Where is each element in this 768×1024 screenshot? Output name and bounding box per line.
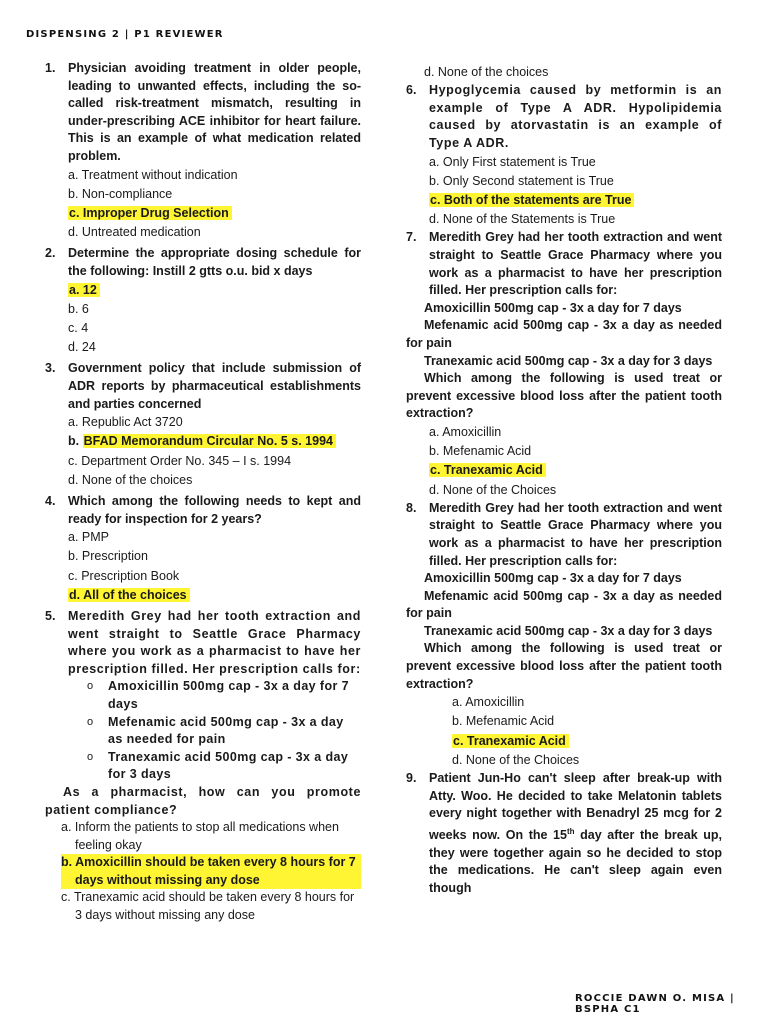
option-b: b. Non-compliance	[68, 186, 173, 201]
question-prompt: Which among the following is used treat or prevent excessive blood loss after the patient tooth extraction?	[406, 371, 722, 421]
option-c-answer	[452, 732, 722, 751]
question-number: 8.	[406, 500, 417, 515]
option-a-answer	[68, 281, 361, 300]
answer-highlight: BFAD Memorandum Circular No. 5 s. 1994	[83, 434, 336, 448]
option-a: a. Inform the patients to stop all medications when feeling okay	[61, 820, 339, 852]
question-7-options	[406, 423, 722, 500]
question-5	[45, 608, 361, 784]
option-c: c. 4	[68, 320, 89, 335]
prescription-line: Amoxicillin 500mg cap - 3x a day for 7 days	[424, 571, 682, 586]
question-number: 1.	[45, 61, 56, 75]
option-b: b. Only Second statement is True	[429, 173, 614, 188]
prescription-item: o Mefenamic acid 500mg cap - 3x a day as needed for pain	[87, 714, 344, 747]
question-number: 7.	[406, 230, 417, 245]
option-c-answer	[429, 461, 722, 480]
question-3	[45, 360, 361, 490]
option-d: d. None of the choices	[68, 472, 193, 487]
question-1	[45, 60, 361, 242]
option-b-answer: b. Amoxicillin should be taken every 8 hours for 7 days without missing any dose	[61, 854, 361, 889]
prescription-line: Amoxicillin 500mg cap - 3x a day for 7 days	[424, 300, 682, 315]
question-number: 9.	[406, 771, 417, 786]
option-b: b. Mefenamic Acid	[452, 714, 555, 729]
option-a: a. Treatment without indication	[68, 167, 238, 182]
prescription-line: Tranexamic acid 500mg cap - 3x a day for 3 days	[424, 353, 713, 368]
answer-highlight: c. Tranexamic Acid	[452, 734, 569, 748]
option-d-answer	[68, 586, 361, 605]
option-d: d. None of the Statements is True	[429, 212, 616, 227]
option-a: a. Amoxicillin	[452, 695, 525, 710]
question-number: 3.	[45, 361, 56, 376]
prescription-line: Mefenamic acid 500mg cap - 3x a day as needed for pain	[406, 318, 722, 350]
answer-highlight: d. All of the choices	[68, 588, 190, 602]
option-b: b. 6	[68, 301, 89, 316]
question-number: 4.	[45, 493, 56, 508]
question-6	[406, 82, 722, 229]
question-prompt: As a pharmacist, how can you promote patient compliance?	[45, 784, 361, 817]
option-b-answer	[68, 432, 361, 451]
option-c-answer	[68, 204, 361, 223]
question-text: Hypoglycemia caused by metformin is an example of Type A ADR. Hypolipidemia caused by atorvastatin is an example of Type A ADR.	[429, 83, 722, 150]
bullet-icon: o	[87, 750, 94, 763]
left-column	[45, 60, 361, 925]
right-column	[406, 63, 722, 897]
question-text: Patient Jun-Ho can't sleep after break-up with Atty. Woo. He decided to take Melatonin tablets every night together with Benadryl 25 mcg for 2 weeks now. On the 15th day after the break up, they were together again so he decided to stop the medications. He can't sleep again even though	[429, 771, 722, 895]
option-b: b. Mefenamic Acid	[429, 444, 532, 459]
option-b: b. Prescription	[68, 549, 148, 564]
q5-option-d: d. None of the choices	[424, 65, 549, 79]
question-2	[45, 245, 361, 357]
option-a: a. Republic Act 3720	[68, 415, 183, 430]
option-d: d. None of the Choices	[452, 752, 580, 767]
option-c: c. Prescription Book	[68, 568, 180, 583]
question-8	[406, 500, 722, 570]
option-c: c. Department Order No. 345 – I s. 1994	[68, 453, 292, 468]
question-4	[45, 493, 361, 605]
answer-highlight: c. Both of the statements are True	[429, 193, 634, 207]
option-c-answer	[429, 191, 722, 210]
option-a: a. Amoxicillin	[429, 424, 502, 439]
question-8-options	[406, 693, 722, 770]
prescription-item: o Tranexamic acid 500mg cap - 3x a day for 3 days	[87, 749, 349, 782]
superscript: th	[566, 826, 575, 836]
question-prompt: Which among the following is used treat or prevent excessive blood loss after the patient tooth extraction?	[406, 641, 722, 691]
question-text: Meredith Grey had her tooth extraction and went straight to Seattle Grace Pharmacy where you work as a pharmacist to have her prescription filled. Her prescription calls for:	[68, 608, 361, 676]
question-text: Meredith Grey had her tooth extraction and went straight to Seattle Grace Pharmacy where you work as a pharmacist to have her prescription filled. Her prescription calls for:	[429, 230, 722, 298]
answer-highlight: c. Tranexamic Acid	[429, 463, 546, 477]
option-d: d. 24	[68, 340, 96, 355]
option-d: d. Untreated medication	[68, 225, 201, 240]
bullet-icon: o	[87, 715, 94, 728]
question-text: Physician avoiding treatment in older people, leading to unwanted effects, including the so-called risk-treatment mismatch, resulting in under-prescribing ACE inhibitor for heart failure. This is an example of what medication related problem.	[68, 61, 361, 163]
question-text: Determine the appropriate dosing schedule for the following: Instill 2 gtts o.u. bid x days	[68, 246, 361, 278]
prescription-item: o Amoxicillin 500mg cap - 3x a day for 7 days	[87, 679, 349, 711]
question-text: Government policy that include submission of ADR reports by pharmaceutical establishments and parties concerned	[68, 361, 361, 411]
answer-highlight: c. Improper Drug Selection	[68, 206, 232, 220]
option-a: a. PMP	[68, 530, 109, 545]
question-number: 6.	[406, 83, 417, 98]
question-number: 2.	[45, 246, 56, 261]
question-text: Meredith Grey had her tooth extraction and went straight to Seattle Grace Pharmacy where you work as a pharmacist to have her prescription filled. Her prescription calls for:	[429, 500, 722, 568]
option-a: a. Only First statement is True	[429, 154, 596, 169]
document-header-left: DISPENSING 2 | P1 REVIEWER	[26, 29, 224, 40]
prescription-line: Tranexamic acid 500mg cap - 3x a day for 3 days	[424, 623, 713, 638]
question-7	[406, 229, 722, 299]
question-text: Which among the following needs to kept and ready for inspection for 2 years?	[68, 493, 361, 526]
question-9	[406, 770, 722, 897]
option-c: c. Tranexamic acid should be taken every 8 hours for 3 days without missing any dose	[61, 890, 355, 923]
option-letter: b.	[68, 434, 83, 449]
document-footer-right: ROCCIE DAWN O. MISA | BSPHA C1	[575, 993, 735, 1015]
prescription-line: Mefenamic acid 500mg cap - 3x a day as needed for pain	[406, 588, 722, 621]
bullet-icon: o	[87, 680, 94, 693]
option-d: d. None of the Choices	[429, 482, 557, 497]
question-number: 5.	[45, 608, 56, 623]
answer-highlight: a. 12	[68, 283, 100, 297]
